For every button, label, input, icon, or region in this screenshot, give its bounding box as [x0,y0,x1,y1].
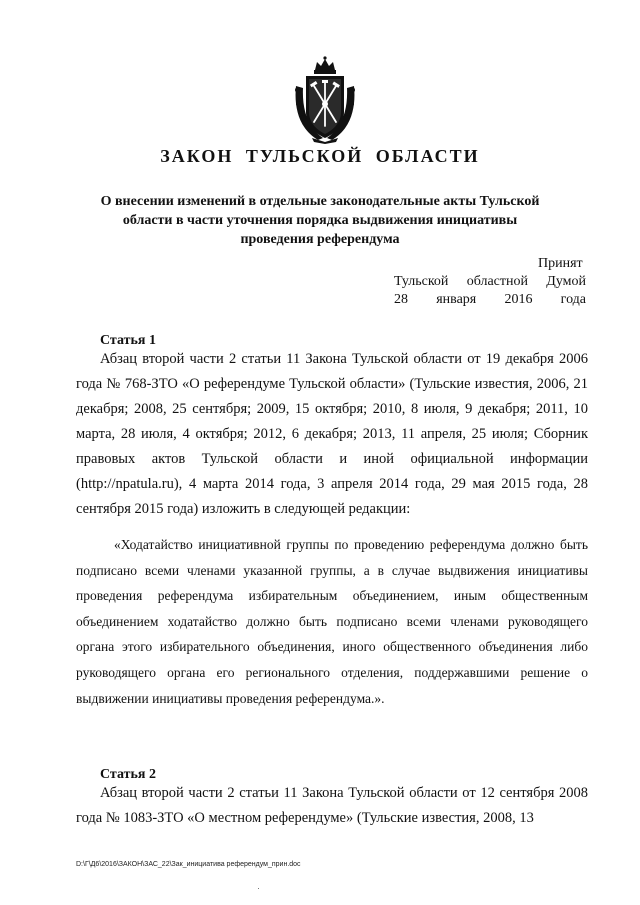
adopted-by-line [394,273,586,291]
adopted-day: 28 [394,292,408,307]
adopted-year: 2016 [504,292,533,307]
adopted-by-word-3: Думой [546,274,586,289]
scan-speck [258,888,259,889]
tula-coat-of-arms-icon [290,56,360,144]
article-1-text: Абзац второй части 2 статьи 11 Закона Тульской области от 19 декабря 2006 года № 768-ЗТО «О референдуме Тульской области» (Тульские известия, 2006, 21 декабря; 2008, 25 сентября; 2009, 15 октября; 2010, 8 июля, 9 декабря; 2011, 10 марта, 28 июля, 4 октября; 2012, 6 декабря; 2013, 11 апреля, 25 июля; Сборник правовых актов Тульской области и иной официальной информации (http://npatula.ru), 4 марта 2014 года, 3 апреля 2014 года, 29 мая 2015 года, 28 сентября 2015 года) изложить в следующей редакции: [76,351,588,517]
footer-file-path: D:\Г\Д6\2016\ЗАКОН\ЗАС_22\Зак_инициатива референдум_прин.doc [76,861,301,868]
adopted-month: января [436,292,477,307]
adopted-by-word-2: областной [466,274,528,289]
law-title: ЗАКОН ТУЛЬСКОЙ ОБЛАСТИ [160,146,480,166]
article-1-heading: Статья 1 [100,333,156,348]
article-2-heading: Статья 2 [100,767,156,782]
adopted-by-word-1: Тульской [394,274,449,289]
adopted-label: Принят [538,256,583,271]
article-1-quote: «Ходатайство инициативной группы по проведению референдума должно быть подписано всеми членами указанной группы, а в случае выдвижения инициативы проведения референдума избирательным объединением, иным общественным объединением ходатайство должно быть подписано всеми членами руководящего органа этого избирательного объединения, иного общественного объединения либо руководящего органа его регионального отделения, поддержавшими решение о выдвижении инициативы проведения референдума.». [76,537,588,706]
law-subject: О внесении изменений в отдельные законодательные акты Тульской области в части уточнения порядка выдвижения инициативы проведения референдума [100,194,540,247]
adopted-year-word: года [560,292,586,307]
adopted-date-line [394,291,586,309]
article-2-text: Абзац второй части 2 статьи 11 Закона Тульской области от 12 сентября 2008 года № 1083-ЗТО «О местном референдуме» (Тульские известия, 2008, 13 [76,785,588,826]
